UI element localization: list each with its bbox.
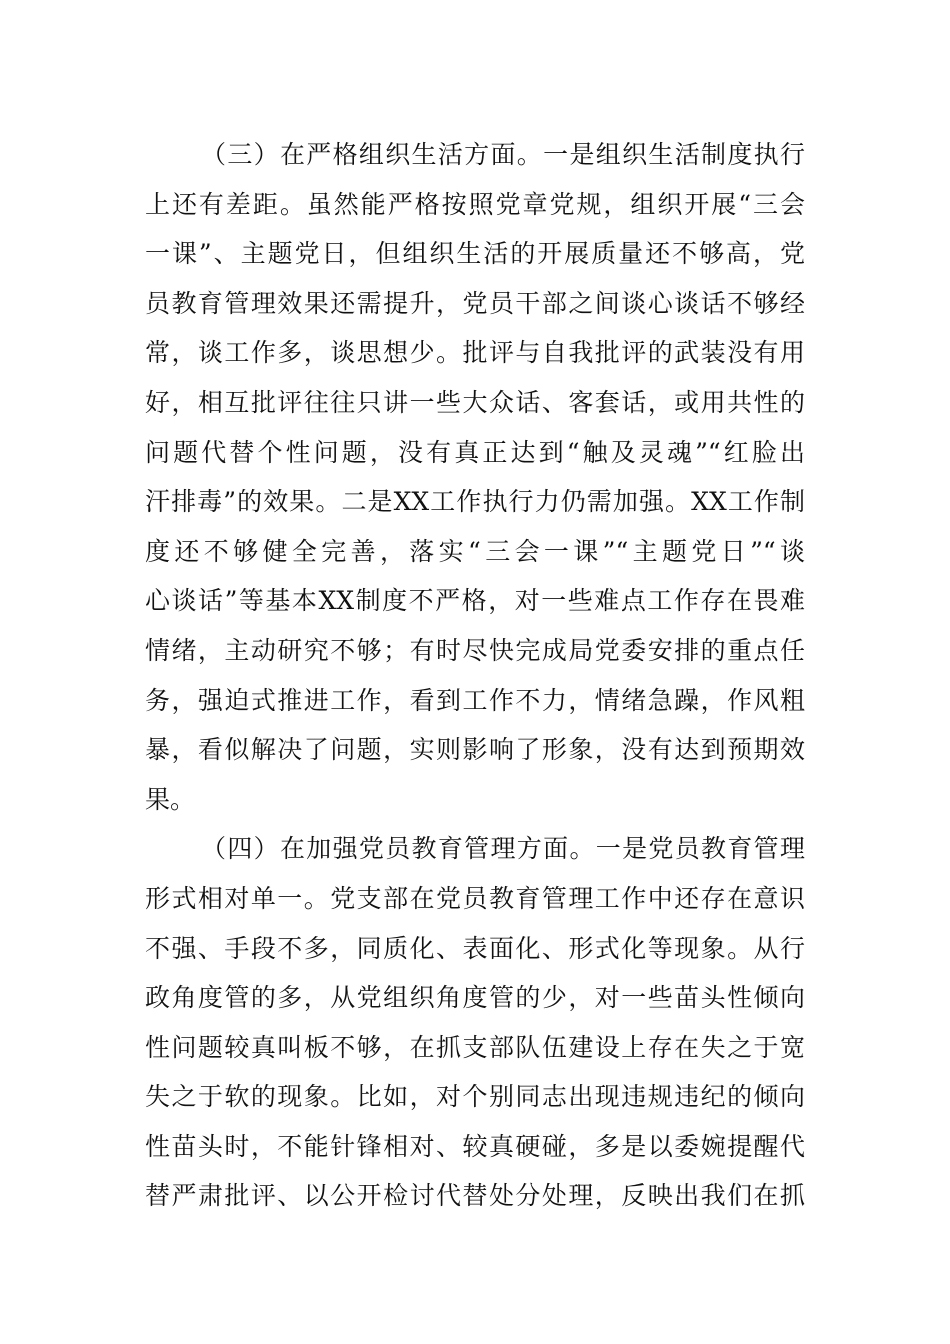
text-line: 替严肃批评、以公开检讨代替处分处理，反映出我们在抓 — [145, 1181, 805, 1211]
text-line: （三）在严格组织生活方面。一是组织生活制度执行 — [201, 140, 805, 169]
text-line: 问题代替个性问题，没有真正达到“触及灵魂”“红脸出 — [145, 437, 805, 467]
text-line: 好，相互批评往往只讲一些大众话、客套话，或用共性的 — [145, 387, 805, 417]
text-line: 汗排毒”的效果。二是XX工作执行力仍需加强。XX工作制 — [145, 487, 805, 517]
text-line: 心谈话”等基本XX制度不严格，对一些难点工作存在畏难 — [145, 586, 805, 616]
document-page — [145, 130, 805, 1221]
text-line: 果。 — [145, 784, 196, 814]
text-line: 性苗头时，不能针锋相对、较真硬碰，多是以委婉提醒代 — [145, 1131, 805, 1161]
text-line: 不强、手段不多，同质化、表面化、形式化等现象。从行 — [145, 933, 805, 963]
text-line: 情绪，主动研究不够；有时尽快完成局党委安排的重点任 — [145, 635, 805, 665]
text-line: （四）在加强党员教育管理方面。一是党员教育管理 — [201, 834, 805, 864]
text-line: 性问题较真叫板不够，在抓支部队伍建设上存在失之于宽 — [145, 1032, 805, 1062]
paragraph-organizational-life — [145, 130, 805, 824]
text-line: 暴，看似解决了问题，实则影响了形象，没有达到预期效 — [145, 735, 805, 765]
paragraph-member-education — [145, 824, 805, 1221]
text-line: 务，强迫式推进工作，看到工作不力，情绪急躁，作风粗 — [145, 685, 805, 715]
text-line: 度还不够健全完善，落实“三会一课”“主题党日”“谈 — [145, 536, 805, 566]
text-line: 失之于软的现象。比如，对个别同志出现违规违纪的倾向 — [145, 1082, 805, 1112]
text-line: 上还有差距。虽然能严格按照党章党规，组织开展“三会 — [145, 189, 805, 219]
text-line: 一课”、主题党日，但组织生活的开展质量还不够高，党 — [145, 239, 805, 269]
text-line: 常，谈工作多，谈思想少。批评与自我批评的武装没有用 — [145, 338, 805, 368]
text-line: 形式相对单一。党支部在党员教育管理工作中还存在意识 — [145, 883, 805, 913]
text-line: 政角度管的多，从党组织角度管的少，对一些苗头性倾向 — [145, 983, 805, 1013]
text-line: 员教育管理效果还需提升，党员干部之间谈心谈话不够经 — [145, 288, 805, 318]
